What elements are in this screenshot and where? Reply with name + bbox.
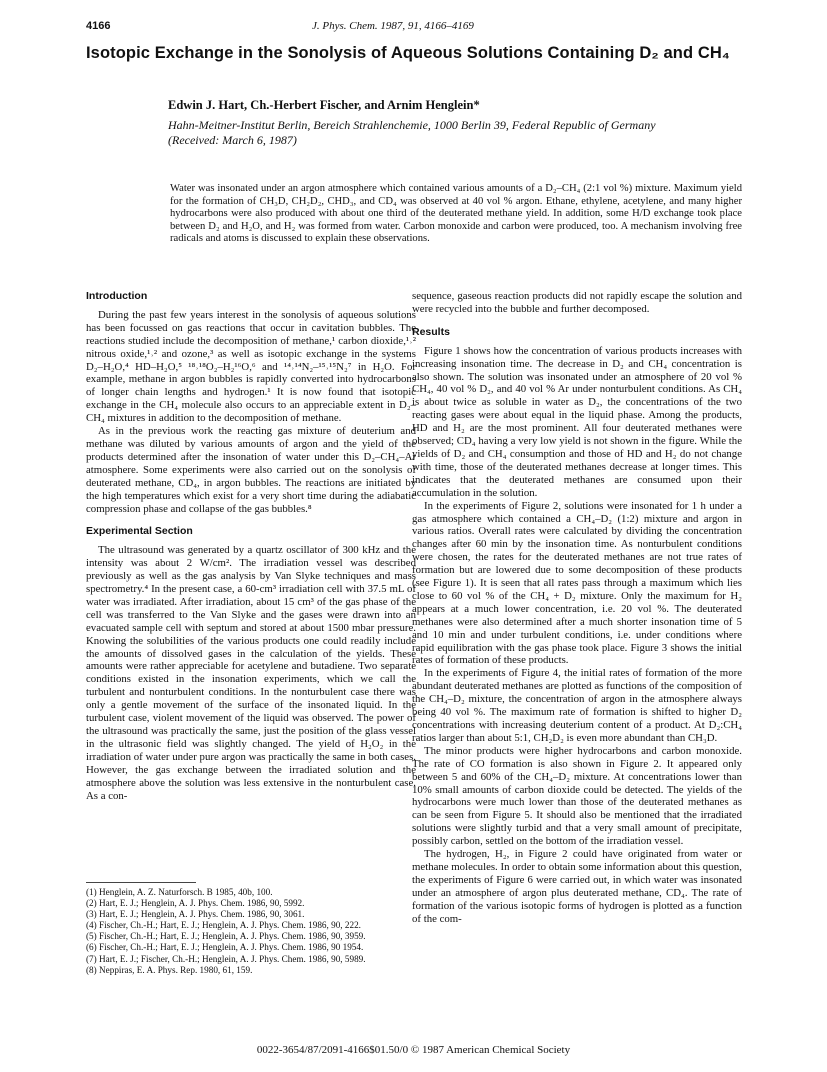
received-date: (Received: March 6, 1987) xyxy=(168,133,297,147)
affiliation: Hahn-Meitner-Institut Berlin, Bereich Strahlenchemie, 1000 Berlin 39, Federal Republic of Germany xyxy=(168,118,656,132)
footnote-divider xyxy=(86,882,196,883)
body-paragraph: In the experiments of Figure 2, solutions were insonated for 1 h under a gas atmosphere which contained a CH₄–D₂ (1:2) mixture and argon in various ratios. Overall rates were calculated by dividing the concentration changes after 60 min by the insonation time. As nonturbulent conditions were chosen, the rates for the deuterated methanes are not true rates of formation but are lowered due to some decomposition of these products (see Figure 1). It is seen that all rates pass through a maximum which lies close to 60 vol % of the CH₄ + D₂ mixture. Only the maximum for H₂ appears at a much lower concentration, i.e. 20 vol %. The deuterated methanes were also determined after a much shorter insonation time of 5 and 10 min and under turbulent conditions, i.e. under conditions where rapid equilibration with the gas phase took place. Figure 3 shows the initial rates of formation of these products. xyxy=(412,499,742,667)
copyright-footer: 0022-3654/87/2091-4166$01.50/0 © 1987 American Chemical Society xyxy=(256,1044,571,1056)
experimental-heading: Experimental Section xyxy=(86,525,193,538)
body-paragraph: The minor products were higher hydrocarbons and carbon monoxide. The rate of CO formation is also shown in Figure 2. It appeared only between 5 and 60% of the CH₄–D₂ mixture. At concentrations lower than 10% small amounts of carbon dioxide could be detected. The yields of the hydrocarbons were much lower than those of the deuterated methanes as can be seen from Figure 5. It should also be mentioned that the irradiated solutions were slightly turbid and that a very small amount of precipitate, possibly carbon, settled on the bottom of the irradiation vessel. xyxy=(412,744,742,848)
left-column xyxy=(86,290,416,802)
reference-item: (8) Neppiras, E. A. Phys. Rep. 1980, 61, 159. xyxy=(86,964,253,975)
reference-item: (3) Hart, E. J.; Henglein, A. J. Phys. Chem. 1986, 90, 3061. xyxy=(86,909,305,920)
body-paragraph: Figure 1 shows how the concentration of various products increases with increasing insonation time. The decrease in D₂ and CH₄ concentration is also shown. The solution was insonated under an atmosphere of 20 vol % CH₄, 40 vol % D₂, and 40 vol % Ar under nonturbulent conditions. As CH₄ is about twice as soluble in water as D₂, the concentrations of the two reacting gases were about equal in the liquid phase. Among the products, HD and H₂ are the most prominent. All four deuterated methanes were observed; CD₄ having a very low yield is not shown in the figure. While the yields of D₂ and CH₄ consumption and those of HD and H₂ do not change with time, those of the deuterated methanes decrease at longer times. This indicates that the deuterated methanes are consumed upon their accumulation in the solution. xyxy=(412,344,742,499)
right-column xyxy=(412,290,742,926)
author-list: Edwin J. Hart, Ch.-Herbert Fischer, and Arnim Henglein* xyxy=(168,98,480,112)
body-paragraph: The hydrogen, H₂, in Figure 2 could have originated from water or methane molecules. In order to obtain some information about this question, the experiments of Figure 6 were carried out, in which water was insonated under an atmosphere of argon plus deuterated methane, CD₄. The rate of formation of the various isotopic forms of hydrogen is plotted as a function of the com- xyxy=(412,848,742,925)
reference-item: (6) Fischer, Ch.-H.; Hart, E. J.; Henglein, A. J. Phys. Chem. 1986, 90 1954. xyxy=(86,942,364,953)
results-heading: Results xyxy=(412,325,450,338)
body-paragraph: As in the previous work the reacting gas mixture of deuterium and methane was diluted by various amounts of argon and the yield of the products determined after the insonation of water under this D₂–CH₄–Ar atmosphere. Some experiments were also carried out on the sonolysis of deuterated methane, CD₄, in argon bubbles. The reactions are initiated by the high temperatures which exist for a very short time during the adiabatic compression phase and collapse of the gas bubbles.⁸ xyxy=(86,425,416,515)
body-paragraph: sequence, gaseous reaction products did not rapidly escape the solution and were recycled into the bubble and further decomposed. xyxy=(412,290,742,315)
abstract: Water was insonated under an argon atmosphere which contained various amounts of a D₂–CH₄ (2:1 vol %) mixture. Maximum yield for the formation of CH₃D, CH₂D₂, CHD₃, and CD₄ was observed at 40 vol % argon. Ethane, ethylene, acetylene, and many higher hydrocarbons were also produced with about one third of the deuterated methane yield. In addition, some H/D exchange took place between D₂ and H₂O, and H₂ was formed from water. Carbon monoxide and carbon were produced, too. A mechanism involving free radicals and atoms is discussed to explain these observations. xyxy=(170,183,742,245)
references-list xyxy=(86,887,416,976)
page-number: 4166 xyxy=(86,20,111,32)
body-paragraph: During the past few years interest in the sonolysis of aqueous solutions has been focussed on gas reactions that occur in cavitation bubbles. The reactions studied include the decomposition of methane,¹ carbon dioxide,¹˒² nitrous oxide,¹˒² and ozone,³ as well as isotopic exchange in the systems D₂–H₂O,⁴ HD–H₂O,⁵ ¹⁸˒¹⁸O₂–H₂¹⁶O,⁶ and ¹⁴˒¹⁴N₂–¹⁵˒¹⁵N₂⁷ in H₂O. For example, methane in argon bubbles is rapidly converted into hydrocarbons of longer chain lengths and hydrogen.¹ It is now found that isotopic exchange in the CH₄ molecule also occurs to an appreciable extent in D₂–CH₄ mixtures in addition to the decomposition of methane. xyxy=(86,308,416,425)
body-paragraph: In the experiments of Figure 4, the initial rates of formation of the more abundant deuterated methanes are plotted as functions of the composition of the CH₄–D₂ mixture, the concentration of argon in the atmosphere always being 40 vol %. The maximum rate of formation is shifted to higher D₂ concentrations with increasing deuterium content of a product. At D₂:CH₄ ratios larger than about 5:1, CH₂D₂ is even more abundant than CH₃D. xyxy=(412,667,742,744)
reference-item: (1) Henglein, A. Z. Naturforsch. B 1985, 40b, 100. xyxy=(86,887,273,897)
paper-title: Isotopic Exchange in the Sonolysis of Aqueous Solutions Containing D₂ and CH₄ xyxy=(86,44,730,62)
introduction-heading: Introduction xyxy=(86,290,148,302)
reference-item: (7) Hart, E. J.; Fischer, Ch.-H.; Henglein, A. J. Phys. Chem. 1986, 90, 5989. xyxy=(86,953,366,964)
body-paragraph: The ultrasound was generated by a quartz oscillator of 300 kHz and the intensity was about 2 W/cm². The irradiation vessel was described previously as well as the gas analysis by Van Slyke techniques and mass spectrometry.⁴ In the present case, a 60-cm³ irradiation cell with 37.5 mL of water was irradiated. After irradiation, about 15 cm³ of the gas phase of the cell was transferred to the Van Slyke and the gases were drawn into an evacuated sample cell with septum and stored at about 1500 mbar pressure. Knowing the solubilities of the various products one could readily include the amounts of dissolved gases in the calculation of the yields. These amounts were rather appreciable for acetylene and butadiene. Two separate conditions existed in the insonation experiments, which we call the turbulent and nonturbulent conditions. In the nonturbulent case there was only a gentle movement of the surface of the insonated liquid. In the turbulent case, violent movement of the liquid was observed. The power of the ultrasound was practically the same, just the position of the glass vessel in the ultrasonic field was slightly changed. The yield of H₂O₂ in the irradiation of water under pure argon was practically the same in both cases. However, the gas exchange between the irradiated solution and the atmosphere above the solution was less extensive in the nonturbulent case. As a con- xyxy=(86,544,416,802)
reference-item: (4) Fischer, Ch.-H.; Hart, E. J.; Henglein, A. J. Phys. Chem. 1986, 90, 222. xyxy=(86,920,361,931)
journal-reference: J. Phys. Chem. 1987, 91, 4166–4169 xyxy=(312,20,474,32)
reference-item: (5) Fischer, Ch.-H.; Hart, E. J.; Henglein, A. J. Phys. Chem. 1986, 90, 3959. xyxy=(86,931,366,942)
reference-item: (2) Hart, E. J.; Henglein, A. J. Phys. Chem. 1986, 90, 5992. xyxy=(86,898,305,909)
